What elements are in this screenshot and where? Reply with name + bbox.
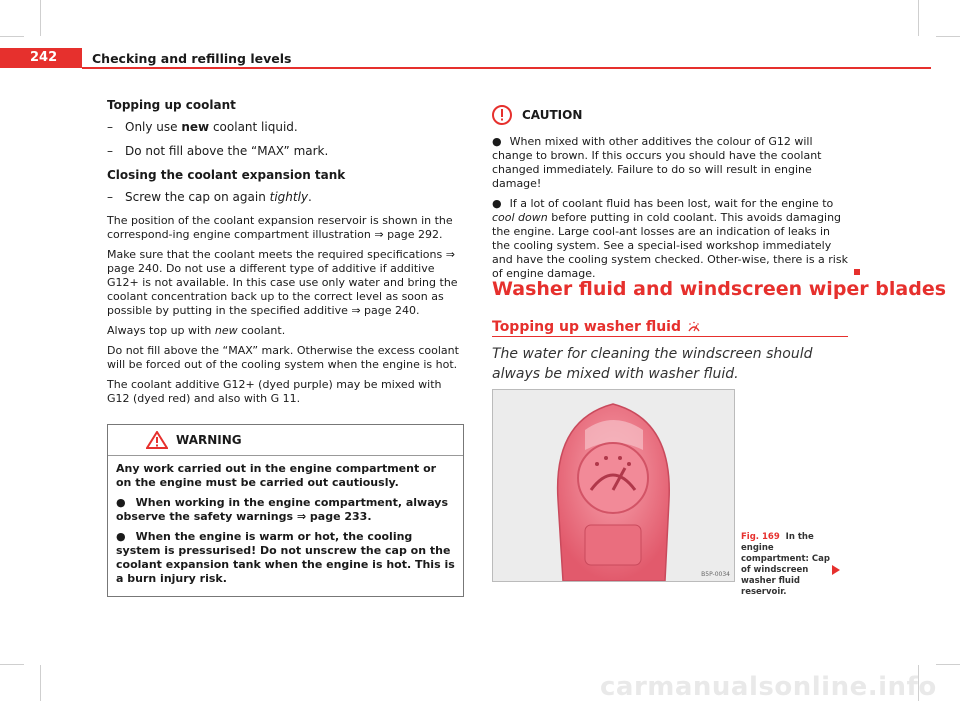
washer-cap-illustration [493,390,734,581]
warning-title: WARNING [176,433,242,447]
body-paragraph: Do not fill above the “MAX” mark. Otherwise the excess coolant will be forced out of the cooling system when the engine is hot. [107,344,459,371]
left-column [107,98,464,597]
dash-marker: – [107,190,113,204]
page-header-title: Checking and refilling levels [92,51,292,66]
caution-header [492,105,848,125]
figure-code: B5P-0034 [701,571,730,578]
step-text: Screw the cap on again tightly. [125,190,312,204]
step-item [107,120,464,134]
topping-up-heading: Topping up coolant [107,98,236,112]
step-text: Only use new coolant liquid. [125,120,298,134]
continue-arrow-icon [832,565,840,575]
caution-block [492,105,848,287]
figure-caption: Fig. 169 In the engine compartment: Cap of windscreen washer fluid reservoir. [741,532,830,597]
section-title: Washer fluid and windscreen wiper blades [492,278,947,300]
body-paragraph: The coolant additive G12+ (dyed purple) may be mixed with G12 (dyed red) and also with G 11. [107,378,442,405]
crop-mark [40,665,41,701]
warning-bullet: ● When the engine is warm or hot, the cooling system is pressurised! Do not unscrew the cap on the coolant expansion tank when the engine is hot. This is a burn injury risk. [116,530,455,585]
page-number: 242 [0,48,82,68]
body-paragraph: Always top up with new coolant. [107,324,286,337]
warning-body [108,456,463,596]
warning-bullet: ● When working in the engine compartment, always observe the safety warnings ⇒ page 233. [116,496,449,523]
figure-image [492,389,735,582]
body-paragraph: The position of the coolant expansion reservoir is shown in the correspond-ing engine compartment illustration ⇒ page 292. [107,214,453,241]
caution-exclamation-icon [492,105,512,125]
header-rule [82,67,931,69]
warning-triangle-icon [146,431,168,449]
warning-box [107,424,464,597]
subsection-rule [492,336,848,337]
step-text: Do not fill above the “MAX” mark. [125,144,329,158]
step-item [107,144,464,158]
caution-title: CAUTION [522,108,583,122]
dash-marker: – [107,144,113,158]
end-of-section-marker [854,269,860,275]
crop-mark [40,0,41,36]
crop-mark [936,664,960,665]
warning-header [108,425,463,456]
watermark: carmanualsonline.info [600,672,937,702]
warning-text: Any work carried out in the engine compartment or on the engine must be carried out cautiously. [116,462,437,489]
intro-text: The water for cleaning the windscreen should always be mixed with washer fluid. [492,346,813,382]
caution-body [492,135,848,281]
wiper-spray-icon [687,321,701,333]
caution-bullet: ● When mixed with other additives the colour of G12 will change to brown. If this occurs you should have the coolant changed immediately. Failure to do so will result in engine damage! [492,135,822,190]
body-paragraph: Make sure that the coolant meets the required specifications ⇒ page 240. Do not use a different type of additive if additive G12+ is not available. In this case use only water and bring the coolant concentration back up to the correct level as soon as possible by putting in the specified additive ⇒ page 240. [107,248,458,317]
closing-heading: Closing the coolant expansion tank [107,168,346,182]
crop-mark [0,36,24,37]
step-item [107,190,464,204]
dash-marker: – [107,120,113,134]
caution-bullet: ● If a lot of coolant fluid has been lost, wait for the engine to cool down before putting in cold coolant. This avoids damaging the engine. Large cool-ant losses are an indication of leaks in the cooling system. See a special-ised workshop immediately and have the cooling system checked. Other-wise, there is a risk of engine damage. [492,197,848,280]
crop-mark [918,0,919,36]
subsection-title: Topping up washer fluid [492,319,701,335]
crop-mark [936,36,960,37]
crop-mark [0,664,24,665]
